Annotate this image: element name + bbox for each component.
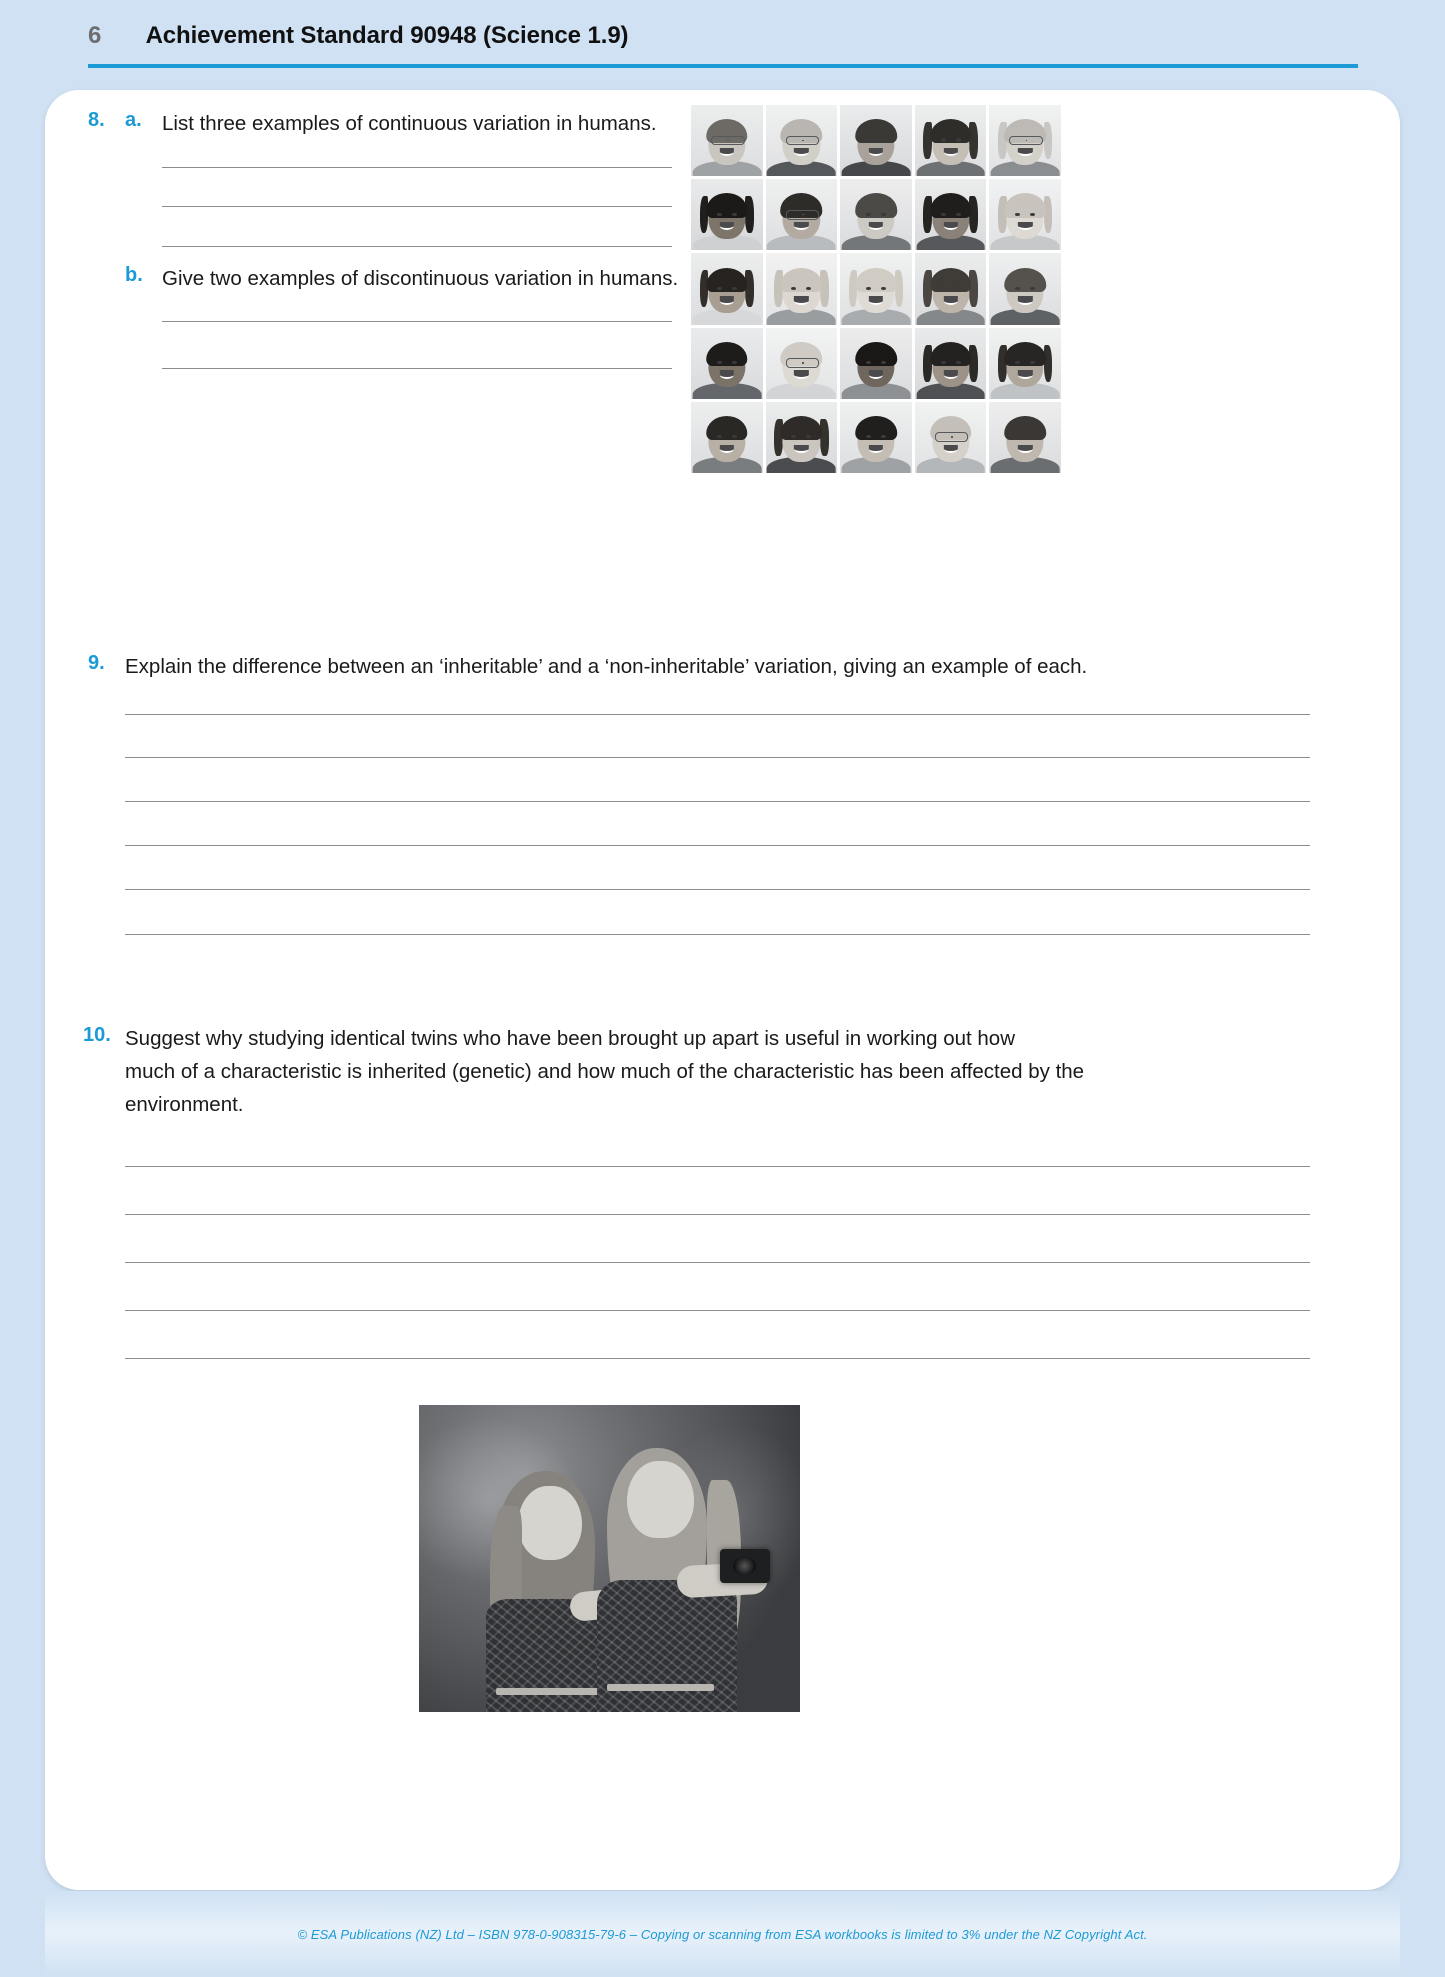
question-8b-label: b. bbox=[125, 264, 143, 286]
answer-line-8b-2[interactable] bbox=[162, 368, 672, 369]
face-photo bbox=[989, 179, 1061, 250]
camera-icon bbox=[720, 1549, 770, 1583]
answer-line-10-5[interactable] bbox=[125, 1358, 1310, 1359]
face-photo bbox=[989, 253, 1061, 324]
page-number: 6 bbox=[88, 22, 102, 49]
question-8-number: 8. bbox=[88, 109, 105, 131]
answer-line-9-3[interactable] bbox=[125, 801, 1310, 802]
face-photo bbox=[915, 179, 987, 250]
answer-line-10-2[interactable] bbox=[125, 1214, 1310, 1215]
copyright-notice: © ESA Publications (NZ) Ltd – ISBN 978-0-908315-79-6 – Copying or scanning from ESA workbooks is limited to 3% under the NZ Copyright Act. bbox=[297, 1927, 1148, 1942]
face-photo bbox=[840, 105, 912, 176]
face-photo bbox=[915, 328, 987, 399]
question-10-number: 10. bbox=[83, 1024, 111, 1046]
face-photo bbox=[840, 402, 912, 473]
face-photo bbox=[691, 328, 763, 399]
face-photo bbox=[766, 328, 838, 399]
answer-line-10-4[interactable] bbox=[125, 1310, 1310, 1311]
face-photo bbox=[766, 179, 838, 250]
face-photo bbox=[915, 402, 987, 473]
question-10-line-1: Suggest why studying identical twins who have been brought up apart is useful in working out how bbox=[125, 1027, 1016, 1050]
face-photo bbox=[691, 402, 763, 473]
face-photo bbox=[691, 253, 763, 324]
header-inner bbox=[88, 22, 628, 50]
answer-line-8b-1[interactable] bbox=[162, 321, 672, 322]
question-10-line-2: much of a characteristic is inherited (genetic) and how much of the characteristic has been affected by the bbox=[125, 1060, 1085, 1083]
page-header bbox=[0, 0, 1445, 72]
answer-line-10-3[interactable] bbox=[125, 1262, 1310, 1263]
face-photo bbox=[840, 328, 912, 399]
answer-line-10-1[interactable] bbox=[125, 1166, 1310, 1167]
face-photo bbox=[766, 253, 838, 324]
face-photo bbox=[989, 402, 1061, 473]
answer-line-9-6[interactable] bbox=[125, 934, 1310, 935]
face-photo bbox=[766, 105, 838, 176]
answer-line-9-4[interactable] bbox=[125, 845, 1310, 846]
face-photo bbox=[989, 328, 1061, 399]
question-9-number: 9. bbox=[88, 652, 105, 674]
answer-line-9-1[interactable] bbox=[125, 714, 1310, 715]
header-divider bbox=[88, 64, 1358, 68]
page-title: Achievement Standard 90948 (Science 1.9) bbox=[145, 22, 629, 49]
face-photo bbox=[840, 179, 912, 250]
question-8a-label: a. bbox=[125, 109, 142, 131]
answer-line-9-5[interactable] bbox=[125, 889, 1310, 890]
face-photo bbox=[691, 105, 763, 176]
face-photo bbox=[915, 105, 987, 176]
face-photo bbox=[840, 253, 912, 324]
identical-twin-girls-taking-selfie bbox=[419, 1405, 800, 1712]
question-9-text: Explain the difference between an ‘inheritable’ and a ‘non-inheritable’ variation, giving an example of each. bbox=[125, 655, 1088, 678]
question-10-line-3: environment. bbox=[125, 1093, 244, 1116]
face-photo bbox=[766, 402, 838, 473]
answer-line-8a-3[interactable] bbox=[162, 246, 672, 247]
face-photo bbox=[691, 179, 763, 250]
answer-line-9-2[interactable] bbox=[125, 757, 1310, 758]
answer-line-8a-1[interactable] bbox=[162, 167, 672, 168]
question-8a-text: List three examples of continuous variation in humans. bbox=[162, 112, 657, 135]
face-photo bbox=[989, 105, 1061, 176]
question-8b-text: Give two examples of discontinuous variation in humans. bbox=[162, 267, 679, 290]
grid-of-human-faces bbox=[691, 105, 1061, 473]
face-photo bbox=[915, 253, 987, 324]
answer-line-8a-2[interactable] bbox=[162, 206, 672, 207]
